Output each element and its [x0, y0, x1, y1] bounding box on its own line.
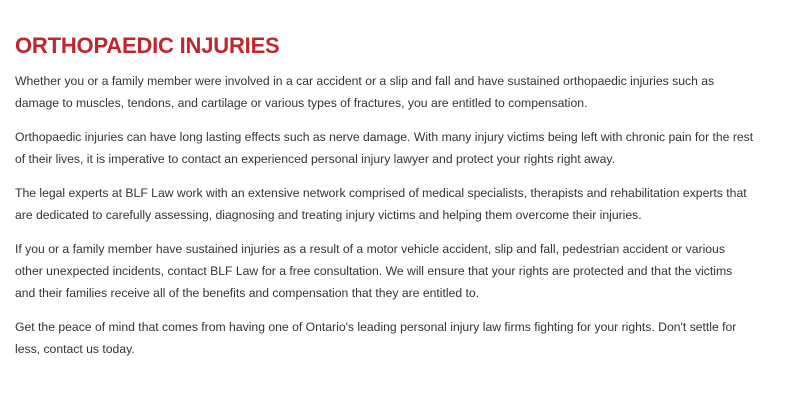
paragraph-consultation: If you or a family member have sustained injuries as a result of a motor vehicle accident, slip and fall, pedestrian accident or various other unexpected incidents, contact BLF Law for a free consultation. We will ensure that your rights are protected and that the victims and their families receive all of the benefits and compensation that they are entitled to.	[15, 242, 733, 300]
page-title: ORTHOPAEDIC INJURIES	[15, 33, 280, 58]
paragraph-intro: Whether you or a family member were involved in a car accident or a slip and fall and have sustained orthopaedic injuries such as damage to muscles, tendons, and cartilage or various types of fractures, you are entitled to compensation.	[15, 74, 715, 110]
article-content	[15, 32, 755, 360]
paragraph-closing: Get the peace of mind that comes from having one of Ontario's leading personal injury law firms fighting for your rights. Don't settle for less, contact us today.	[15, 320, 737, 356]
paragraph-legal-experts: The legal experts at BLF Law work with an extensive network comprised of medical specialists, therapists and rehabilitation experts that are dedicated to carefully assessing, diagnosing and treating injury victims and helping them overcome their injuries.	[15, 186, 747, 222]
paragraph-effects: Orthopaedic injuries can have long lasting effects such as nerve damage. With many injury victims being left with chronic pain for the rest of their lives, it is imperative to contact an experienced personal injury lawyer and protect your rights right away.	[15, 130, 754, 166]
